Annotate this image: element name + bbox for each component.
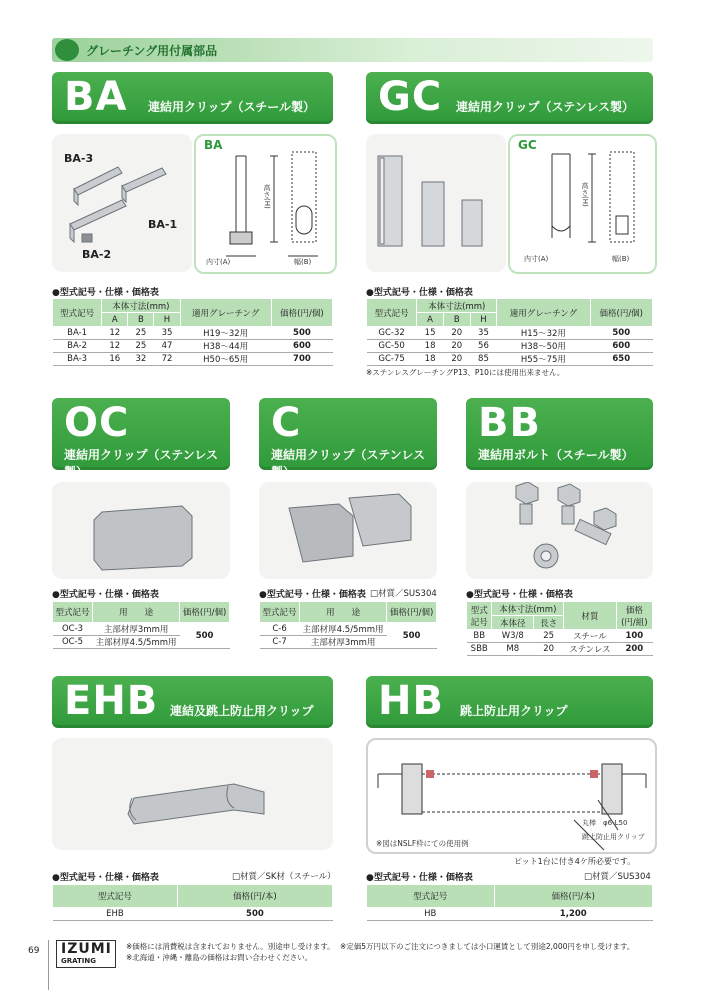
brand-logo [56,940,116,968]
bb-th-mat: 材質 [564,602,616,630]
bb-th-model [467,602,492,630]
ehb-section-title: ●型式記号・仕様・価格表 [52,873,159,883]
hb-need-note: ピット1台に付き4ケ所必要です。 [514,857,636,866]
table-row [367,340,653,353]
ba-dia-inner: 内寸(A) [206,258,231,266]
cell: EHB [53,908,178,921]
bb-section-title: ●型式記号・仕様・価格表 [466,590,573,600]
ba-photo-label-1: BA-3 [64,152,94,165]
bb-bolt-image [466,482,653,579]
brand-name: IZUMI [61,941,112,957]
ba-photo [52,134,192,272]
gc-diagram [508,134,657,274]
ba-dia-width: 幅(B) [294,258,312,266]
bb-th-price2: (円/組) [621,617,648,628]
hb-dia-bolt: 丸棒 φ6-L50 [582,819,628,827]
ehb-spec-table [52,884,333,921]
hb-dia-note: ※図はNSLF枠にての使用例 [376,839,469,848]
bb-header [466,398,653,470]
hb-th-price: 価格(円/本) [494,885,653,908]
oc-desc: 連結用クリップ（ステンレス製） [64,448,219,479]
cell: 25 [128,327,154,340]
cell: 85 [470,353,497,366]
ehb-th-model: 型式記号 [53,885,178,908]
ehb-code: EHB [64,678,159,724]
ba-spec-table [52,298,333,366]
gc-dia-height: 高さ(H) [581,182,589,207]
cell: 18 [417,353,444,366]
cell: ステンレス [564,643,616,656]
gc-code: GC [378,74,443,120]
ehb-desc: 連結及跳上防止用クリップ [170,704,314,718]
c-code: C [271,400,302,446]
bb-th-model2: 記号 [470,617,488,628]
table-row [53,623,230,636]
oc-th-use: 用 途 [93,602,180,623]
ba-th-price: 価格(円/個) [271,299,332,327]
ehb-material: □材質／SK材（スチール） [232,872,336,882]
ba-diagram [194,134,337,274]
bb-code: BB [478,400,541,446]
bb-th-len: 長さ [534,616,564,630]
ehb-photo [52,738,333,850]
bb-th-dia: 本体径 [492,616,534,630]
hb-dia-clip: 跳上防止用クリップ [582,833,645,841]
footer-divider [48,940,49,990]
cell: C-6 [260,623,300,636]
cell: BA-2 [53,340,102,353]
gc-dia-width: 幅(B) [612,255,630,263]
ba-photo-label-2: BA-1 [148,218,178,231]
c-price: 500 [387,623,437,649]
table-row [367,908,653,921]
c-header [259,398,437,479]
ba-dia-height: 高さ(H) [263,184,271,209]
table-row [53,327,333,340]
table-row [53,340,333,353]
hb-section-title: ●型式記号・仕様・価格表 [366,873,473,883]
bb-desc: 連結用ボルト（スチール製） [478,448,634,462]
cell: H15〜32用 [497,327,590,340]
ba-section-title: ●型式記号・仕様・価格表 [52,288,159,298]
table-row [367,353,653,366]
cell: 1,200 [494,908,653,921]
ba-th-b: B [128,313,154,327]
gc-th-model: 型式記号 [367,299,417,327]
cell: GC-75 [367,353,417,366]
cell: 主部材厚3mm用 [93,623,180,636]
cell: BB [467,630,492,643]
cell: 47 [154,340,180,353]
cell: 100 [616,630,652,643]
gc-th-a: A [417,313,444,327]
c-th-model: 型式記号 [260,602,300,623]
gc-photo [366,134,506,272]
hb-desc: 跳上防止用クリップ [460,704,568,718]
ehb-header [52,676,333,728]
c-th-price: 価格(円/個) [387,602,437,623]
cell: 20 [534,643,564,656]
cell: 600 [271,340,332,353]
table-row [53,353,333,366]
ba-header [52,72,333,124]
oc-header [52,398,230,479]
footer-note-2: ※北海道・沖縄・離島の価格はお問い合わせください。 [126,953,313,962]
cell: 56 [470,340,497,353]
gc-spec-table [366,298,653,366]
gc-th-price: 価格(円/個) [590,299,652,327]
bb-th-price [616,602,652,630]
oc-clip-image [52,482,230,579]
table-row [467,630,653,643]
footer-note-3: ※定価5万円以下のご注文につきましては小口運賃として別途2,000円を申し受けます。 [340,942,635,951]
ba-code: BA [64,74,128,120]
ba-th-a: A [102,313,128,327]
gc-header [366,72,653,124]
c-clip-image [259,482,437,579]
table-row [367,327,653,340]
hb-diagram [366,738,657,854]
cell: 15 [417,327,444,340]
ba-clip-image [52,134,192,272]
page-number: 69 [28,946,40,956]
oc-code: OC [64,400,130,446]
cell: 主部材厚3mm用 [300,636,387,649]
c-material: □材質／SUS304 [370,589,437,599]
ba-dia-label: BA [204,138,223,152]
cell: 20 [443,353,470,366]
hb-code: HB [378,678,444,724]
cell: 主部材厚4.5/5mm用 [93,636,180,649]
gc-th-h: H [470,313,497,327]
cell: 650 [590,353,652,366]
oc-th-model: 型式記号 [53,602,93,623]
cell: 12 [102,340,128,353]
gc-th-dims: 本体寸法(mm) [417,299,497,313]
gc-note: ※ステンレスグレーチングP13、P10には使用出来ません。 [366,368,565,377]
footer-note-1: ※価格には消費税は含まれておりません。別途申し受けます。 [126,942,335,951]
cell: 500 [271,327,332,340]
cell: 600 [590,340,652,353]
cell: 32 [128,353,154,366]
cell: 25 [534,630,564,643]
ehb-th-price: 価格(円/本) [177,885,332,908]
ba-th-h: H [154,313,180,327]
gc-dia-label: GC [518,138,537,152]
cell: SBB [467,643,492,656]
cell: 200 [616,643,652,656]
cell: GC-32 [367,327,417,340]
ehb-clip-image [52,738,333,850]
gc-th-b: B [443,313,470,327]
cell: スチール [564,630,616,643]
cell: 700 [271,353,332,366]
section-banner [52,38,653,62]
cell: BA-3 [53,353,102,366]
cell: H38〜44用 [180,340,271,353]
cell: 主部材厚4.5/5mm用 [300,623,387,636]
cell: BA-1 [53,327,102,340]
hb-header [366,676,653,728]
cell: 25 [128,340,154,353]
brand-sub: GRATING [61,957,96,965]
cell: 35 [154,327,180,340]
c-desc: 連結用クリップ（ステンレス製） [271,448,426,479]
cell: H50〜65用 [180,353,271,366]
bb-photo [466,482,653,579]
cell: W3/8 [492,630,534,643]
oc-price: 500 [180,623,230,649]
oc-th-price: 価格(円/個) [180,602,230,623]
ba-photo-label-3: BA-2 [82,248,112,261]
cell: 72 [154,353,180,366]
bb-th-price1: 価格 [625,605,643,616]
oc-photo [52,482,230,579]
cell: HB [367,908,495,921]
cell: 20 [443,327,470,340]
gc-th-grating: 適用グレーチング [497,299,590,327]
c-spec-table [259,601,437,649]
cell: 18 [417,340,444,353]
cell: H19〜32用 [180,327,271,340]
oc-spec-table [52,601,230,649]
cell: M8 [492,643,534,656]
table-row [53,908,333,921]
c-photo [259,482,437,579]
cell: 20 [443,340,470,353]
cell: C-7 [260,636,300,649]
oc-section-title: ●型式記号・仕様・価格表 [52,590,159,600]
c-section-title: ●型式記号・仕様・価格表 [259,590,366,600]
cell: OC-3 [53,623,93,636]
bb-th-model1: 型式 [470,605,488,616]
cell: GC-50 [367,340,417,353]
gc-section-title: ●型式記号・仕様・価格表 [366,288,473,298]
table-row [467,643,653,656]
ba-th-grating: 適用グレーチング [180,299,271,327]
hb-material: □材質／SUS304 [584,872,651,882]
cell: OC-5 [53,636,93,649]
cell: H38〜50用 [497,340,590,353]
cell: 16 [102,353,128,366]
gc-desc: 連結用クリップ（ステンレス製） [456,100,635,114]
bb-spec-table [466,601,653,656]
hb-th-model: 型式記号 [367,885,495,908]
table-row [260,623,437,636]
brand-leaf-icon [55,39,79,61]
cell: 500 [177,908,332,921]
banner-title: グレーチング用付属部品 [86,44,218,58]
cell: 12 [102,327,128,340]
cell: 500 [590,327,652,340]
cell: 35 [470,327,497,340]
c-th-use: 用 途 [300,602,387,623]
ba-th-dims: 本体寸法(mm) [102,299,180,313]
cell: H55〜75用 [497,353,590,366]
gc-dia-inner: 内寸(A) [524,255,549,263]
ba-th-model: 型式記号 [53,299,102,327]
bb-th-dims: 本体寸法(mm) [492,602,564,616]
hb-spec-table [366,884,653,921]
ba-desc: 連結用クリップ（スチール製） [148,100,316,114]
gc-clip-image [366,134,506,272]
